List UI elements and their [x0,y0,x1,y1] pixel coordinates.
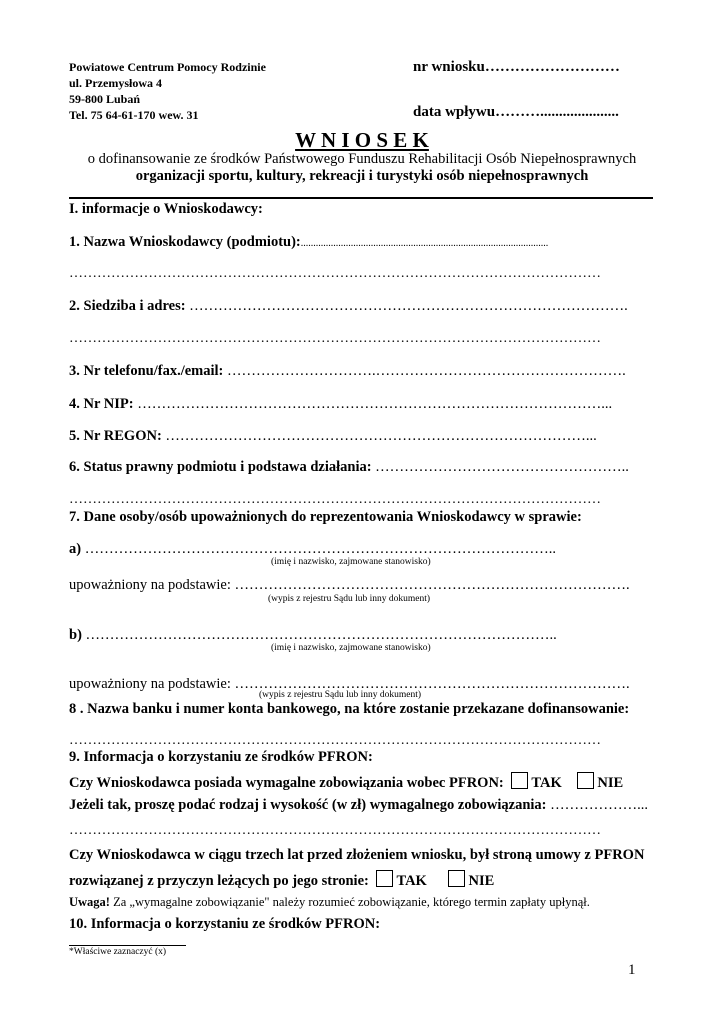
org-name: Powiatowe Centrum Pomocy Rodzinie [69,60,266,74]
section-heading-pfron-info: 9. Informacja o korzystaniu ze środków PFRON: [69,749,373,765]
field-liability-details[interactable] [69,797,648,814]
note-label: Uwaga! [69,895,110,909]
field-legal-status[interactable] [69,459,629,476]
hint-court-register: (wypis z rejestru Sądu lub inny dokument) [268,594,431,604]
checkbox-no[interactable] [448,870,465,887]
fill-dots: …………………………………………….. [371,459,629,475]
field-applicant-name[interactable] [69,234,548,251]
title-divider [69,197,653,199]
page-number: 1 [628,962,636,978]
fill-dots: ………………………………………………………………………. [230,676,630,692]
field-applicant-name-line2[interactable]: …………………………………………………………………………………………………… [69,266,601,281]
question-terminated-contract: Czy Wnioskodawca w ciągu trzech lat przed złożeniem wniosku, był stroną umowy z PFRON [69,847,645,863]
field-label: 4. Nr NIP: [69,396,134,412]
question-pfron-liabilities [69,772,623,792]
fill-dots: ……………………………………………………………………………………... [133,396,613,412]
field-authorization-a[interactable] [69,577,630,594]
checkbox-yes[interactable] [376,870,393,887]
fill-dots: …………………………………………………………………………………….. [81,541,556,557]
subtitle-funding: o dofinansowanie ze środków Państwowego Funduszu Rehabilitacji Osób Niepełnosprawnych [87,151,637,167]
application-number-field[interactable]: nr wniosku……………………… [413,59,620,75]
fill-dots: ………………………….……………………………………………. [223,363,626,379]
field-representative-b[interactable] [69,627,557,644]
checkbox-no-label: NIE [468,873,495,889]
field-address-line2[interactable]: …………………………………………………………………………………………………… [69,331,601,346]
field-label: upoważniony na podstawie: [69,676,231,692]
field-label: 1. Nazwa Wnioskodawcy (podmiotu): [69,234,301,250]
fill-dots: ……………………………………………………………………………... [161,428,597,444]
checkbox-no[interactable] [577,772,594,789]
checkbox-yes-label: TAK [396,873,427,889]
section-heading-applicant: I. informacje o Wnioskodawcy: [69,201,263,217]
hint-name-position: (imię i nazwisko, zajmowane stanowisko) [271,557,431,567]
hint-name-position: (imię i nazwisko, zajmowane stanowisko) [271,643,431,653]
note-text: Za „wymagalne zobowiązanie" należy rozumieć zobowiązanie, którego termin zapłaty upłynął. [109,895,590,909]
field-phone-fax-email[interactable] [69,363,626,380]
field-address[interactable] [69,298,628,315]
fill-dots: …………………………………………………………………………………….. [81,627,557,643]
org-street: ul. Przemysłowa 4 [69,76,162,90]
checkbox-no-label: NIE [597,775,624,791]
field-bank-account: 8 . Nazwa banku i numer konta bankowego, na które zostanie przekazane dofinansowanie: [69,701,630,717]
field-representative-a[interactable] [69,541,556,558]
question-text: Czy Wnioskodawca posiada wymagalne zobowiązania wobec PFRON: [69,775,504,791]
field-label: Jeżeli tak, proszę podać rodzaj i wysokość (w zł) wymagalnego zobowiązania: [69,797,547,813]
field-label: b) [69,627,82,643]
section-heading-representatives: 7. Dane osoby/osób upoważnionych do reprezentowania Wnioskodawcy w sprawie: [69,509,582,525]
field-regon[interactable] [69,428,597,445]
page-title: W N I O S E K [295,128,429,152]
note [69,895,590,910]
field-label: a) [69,541,82,557]
fill-dots: ………………... [546,797,649,813]
question-terminated-contract-options [69,870,494,890]
field-label: 3. Nr telefonu/fax./email: [69,363,224,379]
field-liability-details-line2[interactable]: …………………………………………………………………………………………………… [69,823,601,838]
section-heading-pfron-usage: 10. Informacja o korzystaniu ze środków PFRON: [69,916,381,932]
field-nip[interactable] [69,396,612,413]
field-legal-status-line2[interactable]: …………………………………………………………………………………………………… [69,492,601,507]
fill-dots: ………………………………………………………………………. [230,577,630,593]
field-label: upoważniony na podstawie: [69,577,231,593]
fill-dots: ………………………………………………………………………………. [185,298,628,314]
subtitle-organizations: organizacji sportu, kultury, rekreacji i turystyki osób niepełnosprawnych [135,168,589,184]
checkbox-yes[interactable] [511,772,528,789]
org-phone: Tel. 75 64-61-170 wew. 31 [69,108,199,122]
hint-court-register: (wypis z rejestru Sądu lub inny dokument) [259,690,422,700]
field-bank-account-line[interactable]: …………………………………………………………………………………………………… [69,733,601,748]
receipt-date-field[interactable]: data wpływu………..................... [413,104,619,120]
checkbox-yes-label: TAK [531,775,562,791]
fill-dots: ................................................................................................... [300,238,549,249]
field-label: 2. Siedziba i adres: [69,298,186,314]
question-text: rozwiązanej z przyczyn leżących po jego stronie: [69,873,369,889]
footnote-divider [69,945,186,946]
org-city: 59-800 Lubań [69,92,141,106]
field-label: 5. Nr REGON: [69,428,162,444]
field-label: 6. Status prawny podmiotu i podstawa działania: [69,459,372,475]
footnote: *Właściwe zaznaczyć (x) [69,947,167,957]
